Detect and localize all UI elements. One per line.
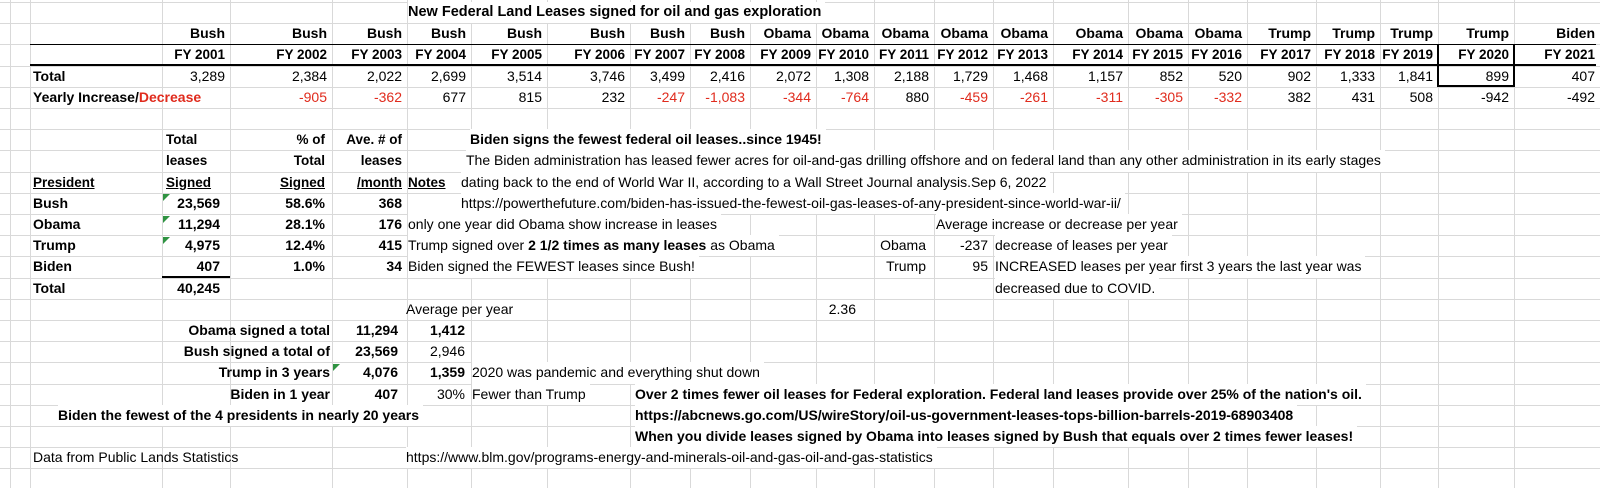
president-header-cell[interactable]: Obama bbox=[1075, 25, 1123, 42]
totals-value[interactable]: 23,569 bbox=[355, 343, 398, 360]
avg-change-title[interactable]: Average increase or decrease per year bbox=[936, 214, 1182, 235]
bottom-claim-line1[interactable]: Over 2 times fewer oil leases for Federal exploration. Federal land leases provide over 25% of the nation's oil. bbox=[635, 384, 1366, 405]
bottom-claim-line3[interactable]: When you divide leases signed by Obama into leases signed by Bush that equals over 2 times fewer leases! bbox=[635, 426, 1357, 447]
totals-label[interactable]: Trump in 3 years bbox=[218, 364, 330, 381]
president-header-cell[interactable]: Bush bbox=[650, 25, 685, 42]
row-label-total[interactable]: Total bbox=[33, 67, 66, 84]
fiscal-year-header-cell[interactable]: FY 2014 bbox=[1072, 47, 1123, 63]
president-header-cell[interactable]: Bush bbox=[292, 25, 327, 42]
avg-change-value[interactable]: 95 bbox=[972, 258, 988, 275]
yearly-change-cell[interactable]: 431 bbox=[1351, 88, 1375, 105]
president-header-cell[interactable]: Obama bbox=[881, 25, 929, 42]
summary-note-bold: 2 1/2 times as many leases bbox=[528, 237, 707, 254]
lease-total-cell[interactable]: 3,746 bbox=[589, 67, 625, 84]
president-header-cell[interactable]: Obama bbox=[1000, 25, 1048, 42]
fiscal-year-header-cell[interactable]: FY 2007 bbox=[634, 47, 685, 63]
president-header-cell[interactable]: Bush bbox=[710, 25, 745, 42]
president-header-cell[interactable]: Biden bbox=[1556, 25, 1595, 42]
fiscal-year-header-cell[interactable]: FY 2020 bbox=[1458, 47, 1509, 63]
yearly-change-cell[interactable]: -261 bbox=[1019, 88, 1048, 105]
avg-change-name[interactable]: Trump bbox=[886, 258, 926, 275]
lease-total-cell[interactable]: 2,072 bbox=[775, 67, 811, 84]
fiscal-year-header-cell[interactable]: FY 2017 bbox=[1260, 47, 1311, 63]
blm-url[interactable]: https://www.blm.gov/programs-energy-and-minerals-oil-and-gas-oil-and-gas-statistics bbox=[406, 447, 937, 468]
fiscal-year-header-cell[interactable]: FY 2003 bbox=[351, 47, 402, 63]
president-header-cell[interactable]: Bush bbox=[367, 25, 402, 42]
yearly-change-cell[interactable]: -942 bbox=[1480, 88, 1509, 105]
totals-footnote[interactable]: Biden the fewest of the 4 presidents in nearly 20 years bbox=[58, 405, 423, 426]
avg-per-year-label[interactable]: Average per year bbox=[406, 300, 514, 317]
fiscal-year-header-cell[interactable]: FY 2008 bbox=[694, 47, 745, 63]
totals-label[interactable]: Biden in 1 year bbox=[230, 385, 330, 402]
president-header-cell[interactable]: Trump bbox=[1390, 25, 1433, 42]
yearly-change-cell[interactable]: -305 bbox=[1154, 88, 1183, 105]
summary-president-cell[interactable]: Biden bbox=[33, 258, 72, 275]
lease-total-cell[interactable]: 3,514 bbox=[506, 67, 542, 84]
summary-header-pct-3[interactable]: Signed bbox=[279, 174, 325, 190]
lease-total-cell[interactable]: 1,333 bbox=[1339, 67, 1375, 84]
summary-signed-cell[interactable]: 4,975 bbox=[184, 237, 220, 254]
yearly-change-cell[interactable]: 677 bbox=[442, 88, 466, 105]
summary-pct-cell[interactable]: 12.4% bbox=[285, 237, 325, 254]
lease-total-cell[interactable]: 2,416 bbox=[709, 67, 745, 84]
president-header-cell[interactable]: Bush bbox=[431, 25, 466, 42]
fiscal-year-header-cell[interactable]: FY 2001 bbox=[174, 47, 225, 63]
summary-header-signed-1[interactable]: Total bbox=[166, 132, 198, 148]
totals-third-value[interactable]: 2,946 bbox=[429, 343, 465, 360]
biden-headline[interactable]: Biden signs the fewest federal oil leases..since 1945! bbox=[470, 129, 826, 150]
fiscal-year-header-cell[interactable]: FY 2010 bbox=[818, 47, 869, 63]
summary-header-pct-2[interactable]: Total bbox=[293, 153, 325, 169]
summary-pct-cell[interactable]: 1.0% bbox=[293, 258, 325, 275]
summary-avg-cell[interactable]: 34 bbox=[386, 258, 402, 275]
summary-header-avg-1[interactable]: Ave. # of bbox=[346, 132, 402, 148]
yearly-change-cell[interactable]: 382 bbox=[1287, 88, 1311, 105]
data-source-label[interactable]: Data from Public Lands Statistics bbox=[33, 449, 239, 466]
avg-change-value[interactable]: -237 bbox=[959, 237, 988, 254]
president-header-cell[interactable]: Bush bbox=[507, 25, 542, 42]
president-header-cell[interactable]: Obama bbox=[821, 25, 869, 42]
yearly-change-cell[interactable]: 508 bbox=[1409, 88, 1433, 105]
avg-change-continuation[interactable]: decreased due to COVID. bbox=[995, 278, 1159, 299]
summary-header-pct-1[interactable]: % of bbox=[296, 132, 325, 148]
fiscal-year-header-cell[interactable]: FY 2005 bbox=[491, 47, 542, 63]
row-label-yearly-change[interactable] bbox=[33, 87, 201, 108]
gridline-h bbox=[0, 108, 1600, 109]
avg-change-text[interactable]: INCREASED leases per year first 3 years the last year was bbox=[995, 256, 1365, 277]
totals-label[interactable]: Bush signed a total of bbox=[183, 343, 330, 360]
yearly-change-cell[interactable]: 815 bbox=[518, 88, 542, 105]
lease-total-cell[interactable]: 1,729 bbox=[952, 67, 988, 84]
lease-total-cell[interactable]: 3,289 bbox=[189, 67, 225, 84]
lease-total-cell[interactable]: 407 bbox=[1571, 67, 1595, 84]
gridline-h bbox=[0, 468, 1600, 469]
president-header-cell[interactable]: Trump bbox=[1268, 25, 1311, 42]
summary-pct-cell[interactable]: 28.1% bbox=[285, 216, 325, 232]
summary-president-cell[interactable]: Bush bbox=[33, 194, 68, 211]
president-header-cell[interactable]: Bush bbox=[590, 25, 625, 42]
fiscal-year-header-cell[interactable]: FY 2019 bbox=[1382, 47, 1433, 63]
summary-avg-cell[interactable]: 176 bbox=[378, 216, 402, 232]
summary-note-cell[interactable]: Biden signed the FEWEST leases since Bush! bbox=[408, 256, 699, 277]
lease-total-cell[interactable]: 852 bbox=[1159, 67, 1183, 84]
summary-header-president[interactable]: President bbox=[33, 174, 95, 190]
gridline-h bbox=[0, 278, 1600, 279]
totals-third-value[interactable]: 1,359 bbox=[429, 364, 465, 381]
lease-total-cell[interactable]: 3,499 bbox=[649, 67, 685, 84]
avg-change-text[interactable]: decrease of leases per year bbox=[995, 235, 1172, 256]
gridline-v bbox=[30, 0, 31, 488]
yearly-change-cell[interactable]: -905 bbox=[298, 88, 327, 105]
totals-value[interactable]: 11,294 bbox=[355, 322, 398, 338]
summary-signed-cell[interactable]: 11,294 bbox=[177, 216, 220, 232]
summary-note-cell[interactable]: only one year did Obama show increase in leases bbox=[408, 214, 721, 235]
yearly-change-cell[interactable]: 232 bbox=[601, 88, 625, 105]
yearly-change-cell[interactable]: -311 bbox=[1096, 88, 1123, 105]
summary-header-signed-3[interactable]: Signed bbox=[166, 174, 212, 190]
fiscal-year-header-cell[interactable]: FY 2021 bbox=[1544, 47, 1595, 63]
totals-note[interactable]: Fewer than Trump bbox=[472, 384, 590, 405]
totals-note[interactable]: 2020 was pandemic and everything shut down bbox=[472, 362, 764, 383]
gridline-v bbox=[10, 0, 11, 488]
summary-avg-cell[interactable]: 415 bbox=[378, 237, 402, 254]
president-header-cell[interactable]: Obama bbox=[940, 25, 988, 42]
totals-label[interactable]: Obama signed a total bbox=[188, 322, 330, 338]
row-label-yearly-change-red: Decrease bbox=[138, 88, 202, 105]
yearly-change-cell[interactable]: -1,083 bbox=[705, 88, 745, 105]
lease-total-cell[interactable]: 899 bbox=[1485, 67, 1509, 84]
fiscal-year-header-cell[interactable]: FY 2015 bbox=[1132, 47, 1183, 63]
fiscal-year-header-cell[interactable]: FY 2013 bbox=[997, 47, 1048, 63]
lease-total-cell[interactable]: 2,699 bbox=[430, 67, 466, 84]
yearly-change-cell[interactable]: -332 bbox=[1213, 88, 1242, 105]
sheet-title: New Federal Land Leases signed for oil and gas exploration bbox=[408, 2, 825, 23]
yearly-change-cell[interactable]: 880 bbox=[905, 88, 929, 105]
lease-total-cell[interactable]: 2,188 bbox=[893, 67, 929, 84]
summary-total-label[interactable]: Total bbox=[33, 279, 66, 296]
abcnews-url[interactable]: https://abcnews.go.com/US/wireStory/oil-us-government-leases-tops-billion-barrels-2019-68903408 bbox=[635, 405, 1297, 426]
yearly-change-cell[interactable]: -764 bbox=[840, 88, 869, 105]
summary-president-cell[interactable]: Obama bbox=[33, 216, 81, 232]
president-header-cell[interactable]: Obama bbox=[1135, 25, 1183, 42]
fiscal-year-header-cell[interactable]: FY 2011 bbox=[878, 47, 929, 63]
summary-signed-cell[interactable]: 23,569 bbox=[177, 194, 220, 211]
president-header-cell[interactable]: Obama bbox=[763, 25, 811, 42]
fiscal-year-header-cell[interactable]: FY 2018 bbox=[1324, 47, 1375, 63]
avg-change-name[interactable]: Obama bbox=[880, 237, 926, 254]
biden-line3[interactable]: dating back to the end of World War II, according to a Wall Street Journal analysis.Sep 6, 2022 bbox=[461, 172, 1050, 193]
lease-total-cell[interactable]: 2,022 bbox=[366, 67, 402, 84]
lease-total-cell[interactable]: 1,468 bbox=[1012, 67, 1048, 84]
lease-total-cell[interactable]: 1,841 bbox=[1397, 67, 1433, 84]
fiscal-year-header-cell[interactable]: FY 2006 bbox=[574, 47, 625, 63]
biden-line2[interactable]: The Biden administration has leased fewer acres for oil-and-gas drilling offshore and on federal land than any other administration in its early stages bbox=[466, 150, 1385, 171]
fiscal-year-header-cell[interactable]: FY 2012 bbox=[937, 47, 988, 63]
lease-total-cell[interactable]: 1,157 bbox=[1087, 67, 1123, 84]
lease-total-cell[interactable]: 902 bbox=[1287, 67, 1311, 84]
president-header-cell[interactable]: Trump bbox=[1466, 25, 1509, 42]
summary-header-notes[interactable]: Notes bbox=[408, 174, 446, 190]
summary-header-avg-3[interactable]: /month bbox=[357, 174, 402, 190]
totals-third-value[interactable]: 1,412 bbox=[429, 322, 465, 338]
lease-total-cell[interactable]: 1,308 bbox=[833, 67, 869, 84]
summary-header-signed-2[interactable]: leases bbox=[166, 153, 208, 169]
yearly-change-cell[interactable]: -247 bbox=[656, 88, 685, 105]
fiscal-year-header-cell[interactable]: FY 2016 bbox=[1191, 47, 1242, 63]
yearly-change-cell[interactable]: -344 bbox=[782, 88, 811, 105]
avg-per-year-value[interactable]: 2.36 bbox=[828, 300, 856, 317]
row-label-yearly-change-black: Yearly Increase/ bbox=[33, 88, 139, 105]
summary-total-value[interactable]: 40,245 bbox=[177, 279, 220, 296]
biden-source-url[interactable]: https://powerthefuture.com/biden-has-issued-the-fewest-oil-gas-leases-of-any-president-since-world-war-ii/ bbox=[461, 193, 1125, 214]
yearly-change-cell[interactable]: -492 bbox=[1566, 88, 1595, 105]
totals-value[interactable]: 4,076 bbox=[362, 364, 398, 381]
fiscal-year-header-cell[interactable]: FY 2009 bbox=[760, 47, 811, 63]
yearly-change-cell[interactable]: -362 bbox=[373, 88, 402, 105]
totals-third-value[interactable]: 30% bbox=[436, 385, 465, 402]
president-header-cell[interactable]: Trump bbox=[1332, 25, 1375, 42]
yearly-change-cell[interactable]: -459 bbox=[959, 88, 988, 105]
lease-total-cell[interactable]: 2,384 bbox=[291, 67, 327, 84]
summary-header-avg-2[interactable]: leases bbox=[360, 153, 402, 169]
totals-value[interactable]: 407 bbox=[374, 385, 398, 402]
summary-note-cell[interactable]: Trump signed over 2 1/2 times as many leases as Obama bbox=[408, 235, 779, 256]
president-header-cell[interactable]: Bush bbox=[190, 25, 225, 42]
summary-pct-cell[interactable]: 58.6% bbox=[285, 194, 325, 211]
president-header-cell[interactable]: Obama bbox=[1194, 25, 1242, 42]
lease-total-cell[interactable]: 520 bbox=[1218, 67, 1242, 84]
fiscal-year-header-cell[interactable]: FY 2002 bbox=[276, 47, 327, 63]
summary-avg-cell[interactable]: 368 bbox=[378, 194, 402, 211]
summary-president-cell[interactable]: Trump bbox=[33, 237, 76, 254]
fiscal-year-header-cell[interactable]: FY 2004 bbox=[415, 47, 466, 63]
summary-signed-cell[interactable]: 407 bbox=[196, 258, 220, 275]
